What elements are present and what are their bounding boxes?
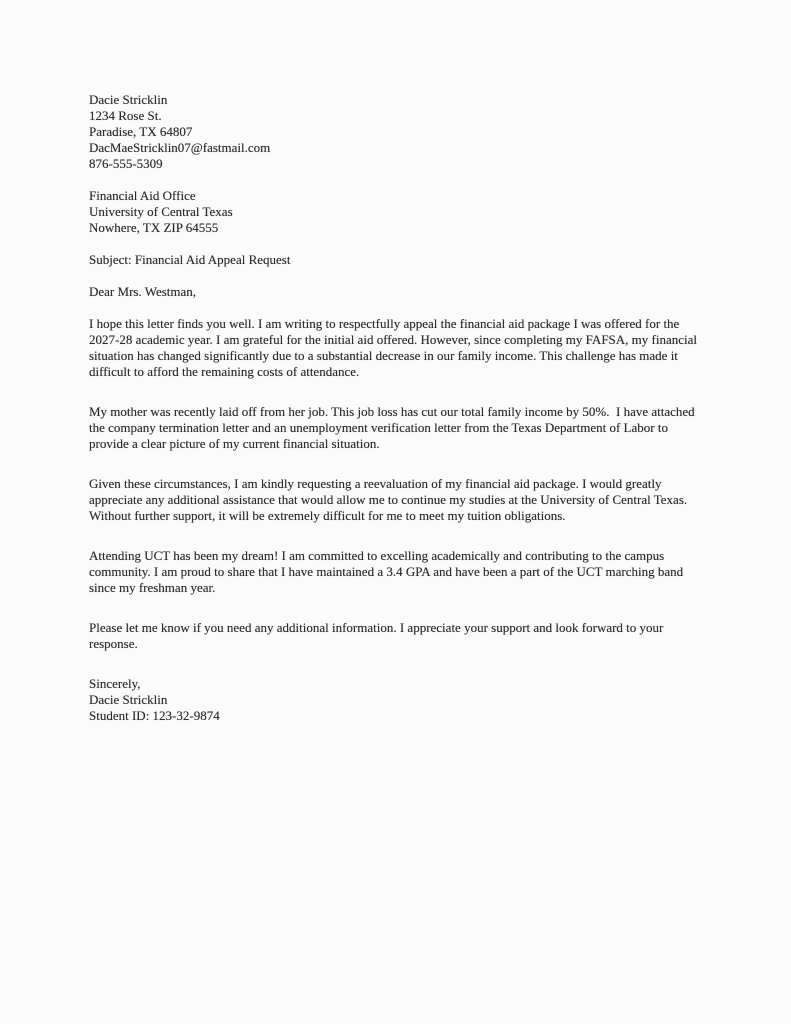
body-paragraph-1: I hope this letter finds you well. I am writing to respectfully appeal the financial aid package I was offered for the 2027-28 academic year. I am grateful for the initial aid offered. However, since completing my FAFSA, my financial situation has changed significantly due to a substantial decrease in our family income. This challenge has made it difficult to afford the remaining costs of attendance.: [89, 316, 701, 379]
recipient-office: Financial Aid Office: [89, 188, 196, 203]
sender-street: 1234 Rose St.: [89, 108, 162, 123]
closing-block: [89, 676, 709, 724]
subject-line: Subject: Financial Aid Appeal Request: [89, 252, 291, 267]
closing-sincerely: Sincerely,: [89, 676, 141, 691]
recipient-city: Nowhere, TX ZIP 64555: [89, 220, 219, 235]
body-paragraph-4: Attending UCT has been my dream! I am committed to excelling academically and contributing to the campus community. I am proud to share that I have maintained a 3.4 GPA and have been a part of the UCT marching band since my freshman year.: [89, 548, 687, 595]
body-paragraph-2: My mother was recently laid off from her job. This job loss has cut our total family income by 50%. I have attached the company termination letter and an unemployment verification letter from the Texas Department of Labor to provide a clear picture of my current financial situation.: [89, 404, 698, 451]
body-paragraph-3: Given these circumstances, I am kindly requesting a reevaluation of my financial aid package. I would greatly appreciate any additional assistance that would allow me to continue my studies at the University of Central Texas. Without further support, it will be extremely difficult for me to meet my tuition obligations.: [89, 476, 691, 523]
signature-name: Dacie Stricklin: [89, 692, 168, 707]
recipient-university: University of Central Texas: [89, 204, 233, 219]
salutation: Dear Mrs. Westman,: [89, 284, 197, 299]
sender-email: DacMaeStricklin07@fastmail.com: [89, 140, 271, 155]
sender-city: Paradise, TX 64807: [89, 124, 193, 139]
letter-body: [89, 92, 709, 724]
sender-address-block: [89, 92, 709, 172]
recipient-address-block: [89, 188, 709, 236]
student-id: Student ID: 123-32-9874: [89, 708, 220, 723]
sender-phone: 876-555-5309: [89, 156, 163, 171]
body-paragraph-5: Please let me know if you need any additional information. I appreciate your support and look forward to your response.: [89, 620, 667, 651]
sender-name: Dacie Stricklin: [89, 92, 168, 107]
